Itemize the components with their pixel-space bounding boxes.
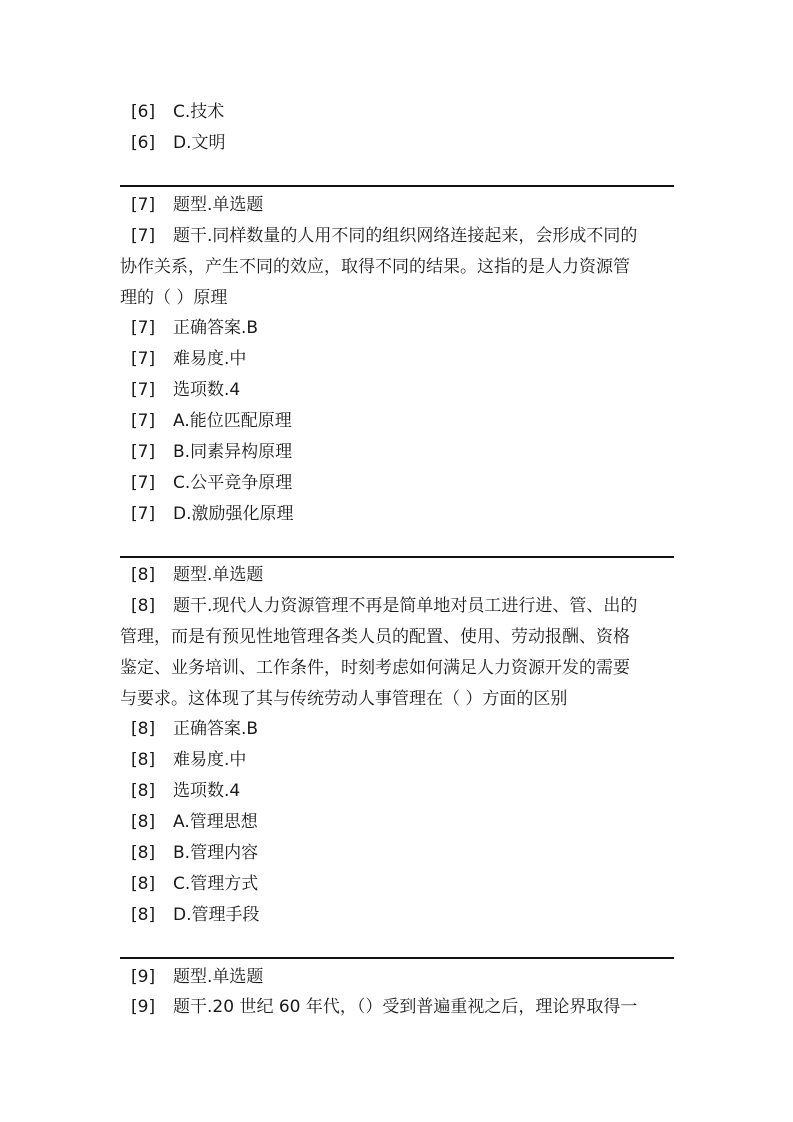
item-number: [7] — [131, 318, 156, 338]
item-number: [6] — [131, 133, 156, 153]
q8-option-d — [120, 904, 680, 928]
item-number: [8] — [131, 596, 156, 616]
item-number: [7] — [131, 473, 156, 493]
answer-text: 正确答案.B — [173, 719, 259, 739]
difficulty-text: 难易度.中 — [173, 349, 247, 369]
q8-answer — [120, 718, 680, 742]
q8-stem-line-1 — [120, 595, 680, 619]
item-number: [8] — [131, 750, 156, 770]
item-number: [6] — [131, 102, 156, 122]
option-text: D.管理手段 — [173, 905, 260, 925]
stem-text: 题干.现代人力资源管理不再是简单地对员工进行进、管、出的 — [173, 596, 638, 616]
stem-text: 题干.同样数量的人用不同的组织网络连接起来，会形成不同的 — [173, 226, 638, 246]
item-number: [7] — [131, 504, 156, 524]
option-text: D.激励强化原理 — [173, 504, 294, 524]
q7-type — [120, 194, 680, 218]
q8-stem-line-2: 管理，而是有预见性地管理各类人员的配置、使用、劳动报酬、资格 — [120, 627, 630, 647]
option-count-text: 选项数.4 — [173, 380, 241, 400]
option-text: B.同素异构原理 — [173, 442, 293, 462]
q6-option-d — [120, 132, 680, 156]
q7-option-count — [120, 379, 680, 403]
item-number: [8] — [131, 905, 156, 925]
type-text: 题型.单选题 — [173, 195, 264, 215]
q8-option-c — [120, 873, 680, 897]
item-number: [9] — [131, 967, 156, 987]
q8-type — [120, 564, 680, 588]
item-number: [7] — [131, 195, 156, 215]
stem-text: 题干.20 世纪 60 年代，（）受到普遍重视之后，理论界取得一 — [173, 997, 638, 1017]
answer-text: 正确答案.B — [173, 318, 259, 338]
item-number: [7] — [131, 226, 156, 246]
item-number: [8] — [131, 565, 156, 585]
q9-type — [120, 966, 680, 990]
q9-stem-line-1 — [120, 996, 680, 1020]
option-text: C.公平竞争原理 — [173, 473, 293, 493]
option-text: C.管理方式 — [173, 874, 259, 894]
q8-option-b — [120, 842, 680, 866]
option-text: B.管理内容 — [173, 843, 259, 863]
item-number: [7] — [131, 349, 156, 369]
difficulty-text: 难易度.中 — [173, 750, 247, 770]
q8-option-count — [120, 780, 680, 804]
type-text: 题型.单选题 — [173, 565, 264, 585]
q7-stem-line-2: 协作关系，产生不同的效应，取得不同的结果。这指的是人力资源管 — [120, 257, 630, 277]
question-divider — [120, 957, 674, 959]
option-count-text: 选项数.4 — [173, 781, 241, 801]
q7-difficulty — [120, 348, 680, 372]
item-number: [7] — [131, 411, 156, 431]
q6-option-c — [120, 101, 680, 125]
question-divider — [120, 556, 674, 558]
q8-option-a — [120, 811, 680, 835]
q7-stem-line-3: 理的（ ）原理 — [120, 288, 228, 308]
option-text: C.技术 — [173, 102, 225, 122]
q7-option-a — [120, 410, 680, 434]
q8-difficulty — [120, 749, 680, 773]
q7-answer — [120, 317, 680, 341]
q7-option-d — [120, 503, 680, 527]
q7-option-b — [120, 441, 680, 465]
item-number: [8] — [131, 781, 156, 801]
item-number: [7] — [131, 442, 156, 462]
question-divider — [120, 185, 674, 187]
q8-stem-line-3: 鉴定、业务培训、工作条件，时刻考虑如何满足人力资源开发的需要 — [120, 658, 630, 678]
q8-stem-line-4: 与要求。这体现了其与传统劳动人事管理在（ ）方面的区别 — [120, 689, 568, 709]
item-number: [9] — [131, 997, 156, 1017]
item-number: [8] — [131, 812, 156, 832]
q7-stem-line-1 — [120, 225, 680, 249]
q7-option-c — [120, 472, 680, 496]
item-number: [8] — [131, 719, 156, 739]
item-number: [7] — [131, 380, 156, 400]
option-text: D.文明 — [173, 133, 226, 153]
item-number: [8] — [131, 874, 156, 894]
option-text: A.管理思想 — [173, 812, 258, 832]
type-text: 题型.单选题 — [173, 967, 264, 987]
option-text: A.能位匹配原理 — [173, 411, 292, 431]
item-number: [8] — [131, 843, 156, 863]
